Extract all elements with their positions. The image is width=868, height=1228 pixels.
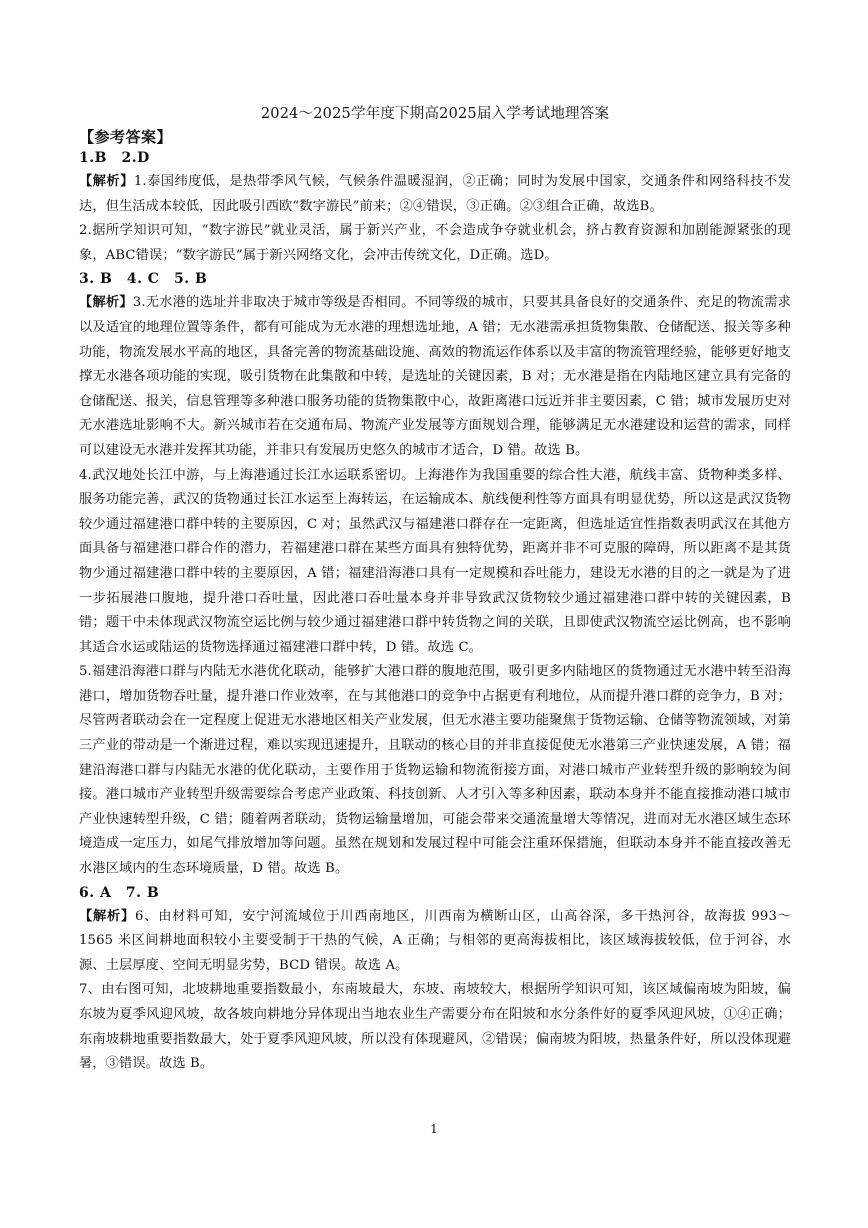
explanation-q4: 4.武汉地处长江中游，与上海港通过长江水运联系密切。上海港作为我国重要的综合性大港，航线丰富、货物种类多样、服务功能完善，武汉的货物通过长江水运至上海转运，在运输成本、航线便利性等方面具有明显优势，所以这是武汉货物较少通过福建港口群中转的主要原因，C 对；虽然武汉与福建港口群存在一定距离，但选址适宜性指数表明武汉在其他方面具备与福建港口群合作的潜力，若福建港口群在某些方面具有独特优势，距离并非不可克服的障碍，所以距离不是其货物少通过福建港口群中转的主要原因，A 错；福建沿海港口具有一定规模和吞吐能力，建设无水港的目的之一就是为了进一步拓展港口腹地，提升港口吞吐量，因此港口吞吐量本身并非导致武汉货物较少通过福建港口群中转的关键因素，B 错；题干中未体现武汉物流空运比例与较少通过福建港口群中转货物之间的关联，且即使武汉物流空运比例高，也不影响其适合水运或陆运的货物选择通过福建港口群中转，D 错。故选 C。	[79, 467, 791, 655]
explanation-text-q6: 6、由材料可知，安宁河流域位于川西南地区，川西南为横断山区，山高谷深，多干热河谷，故海拔 993～1565 米区间耕地面积较小主要受制于干热的气候，A 正确；与相邻的更高海拔相比，该区域海拔较低，位于河谷，水源、土层厚度、空间无明显劣势，BCD 错误。故选 A。	[79, 908, 791, 973]
explanation-text-q3: 3.无水港的选址并非取决于城市等级是否相同。不同等级的城市，只要其具备良好的交通条件、充足的物流需求以及适宜的地理位置等条件，都有可能成为无水港的理想选址地，A 错；无水港需承担货物集散、仓储配送、报关等多种功能，物流发展水平高的地区，具备完善的物流基础设施、高效的物流运作体系以及丰富的物流管理经验，能够更好地支撑无水港各项功能的实现，吸引货物在此集散和中转，是选址的关键因素，B 对；无水港是指在内陆地区建立具有完备的仓储配送、报关，信息管理等多种港口服务功能的货物集散中心，故距离港口远近并非主要因素，C 错；城市发展历史对无水港选址影响不大。新兴城市若在交通布局、物流产业发展等方面规划合理，能够满足无水港建设和运营的需求，同样可以建设无水港并发挥其功能，并非只有发展历史悠久的城市才适合，D 错。故选 B。	[79, 295, 791, 458]
answers-q6-q7: 6. A 7. B	[79, 884, 160, 901]
explanation-text-q1: 1.泰国纬度低，是热带季风气候，气候条件温暖湿润，②正确；同时为发展中国家，交通条件和网络科技不发达，但生活成本较低，因此吸引西欧“数字游民”前来；②④错误，③正确。②③组合正确，故选B。	[79, 174, 791, 214]
answers-q1-q2: 1.B 2.D	[79, 150, 150, 166]
explanation-q6	[79, 905, 791, 979]
reference-answer-heading: 【参考答案】	[79, 128, 173, 146]
answer-document	[79, 104, 791, 1077]
explanation-tag: 【解析】	[79, 295, 133, 311]
explanation-q3	[79, 291, 791, 463]
explanation-tag: 【解析】	[79, 908, 136, 924]
explanation-q7: 7、由右图可知，北坡耕地重要指数最小，东南坡最大，东坡、南坡较大，根据所学知识可知，该区域偏南坡为阳坡，偏东坡为夏季风迎风坡，故各坡向耕地分异体现出当地农业生产需要分布在阳坡和水分条件好的夏季风迎风坡，①④正确；东南坡耕地重要指数最大，处于夏季风迎风坡，所以没有体现避风，②错误；偏南坡为阳坡，热量条件好，所以没体现避暑，③错误。故选 B。	[79, 982, 791, 1072]
explanation-q2: 2.据所学知识可知，“数字游民”就业灵活，属于新兴产业，不会造成争夺就业机会，挤占教育资源和加剧能源紧张的现象，ABC错误；“数字游民”属于新兴网络文化，会冲击传统文化，D正确。选D。	[79, 223, 791, 263]
answers-q3-q5: 3. B 4. C 5. B	[79, 271, 208, 288]
explanation-q5: 5.福建沿海港口群与内陆无水港优化联动，能够扩大港口群的腹地范围，吸引更多内陆地区的货物通过无水港中转至沿海港口，增加货物吞吐量，提升港口作业效率，在与其他港口的竞争中占据更有利地位，从而提升港口群的竞争力，B 对；尽管两者联动会在一定程度上促进无水港地区相关产业发展，但无水港主要功能聚焦于货物运输、仓储等物流领域，对第三产业的带动是一个渐进过程，难以实现迅速提升，且联动的核心目的并非直接促使无水港第三产业快速发展，A 错；福建沿海港口群与内陆无水港的优化联动，主要作用于货物运输和物流衔接方面，对港口城市产业转型升级的影响较为间接。港口城市产业转型升级需要综合考虑产业政策、科技创新、人才引入等多种因素，联动本身并不能直接推动港口城市产业快速转型升级，C 错；随着两者联动，货物运输量增加，可能会带来交通流量增大等情况，进而对无水港区域生态环境造成一定压力，如尾气排放增加等问题。虽然在规划和发展过程中可能会注重环保措施，但联动本身并不能直接改善无水港区域内的生态环境质量，D 错。故选 B。	[79, 664, 791, 877]
page-number: 1	[430, 1122, 438, 1136]
document-title: 2024～2025学年度下期高2025届入学考试地理答案	[260, 106, 610, 122]
explanation-tag: 【解析】	[79, 174, 134, 189]
explanation-q1	[79, 170, 791, 219]
